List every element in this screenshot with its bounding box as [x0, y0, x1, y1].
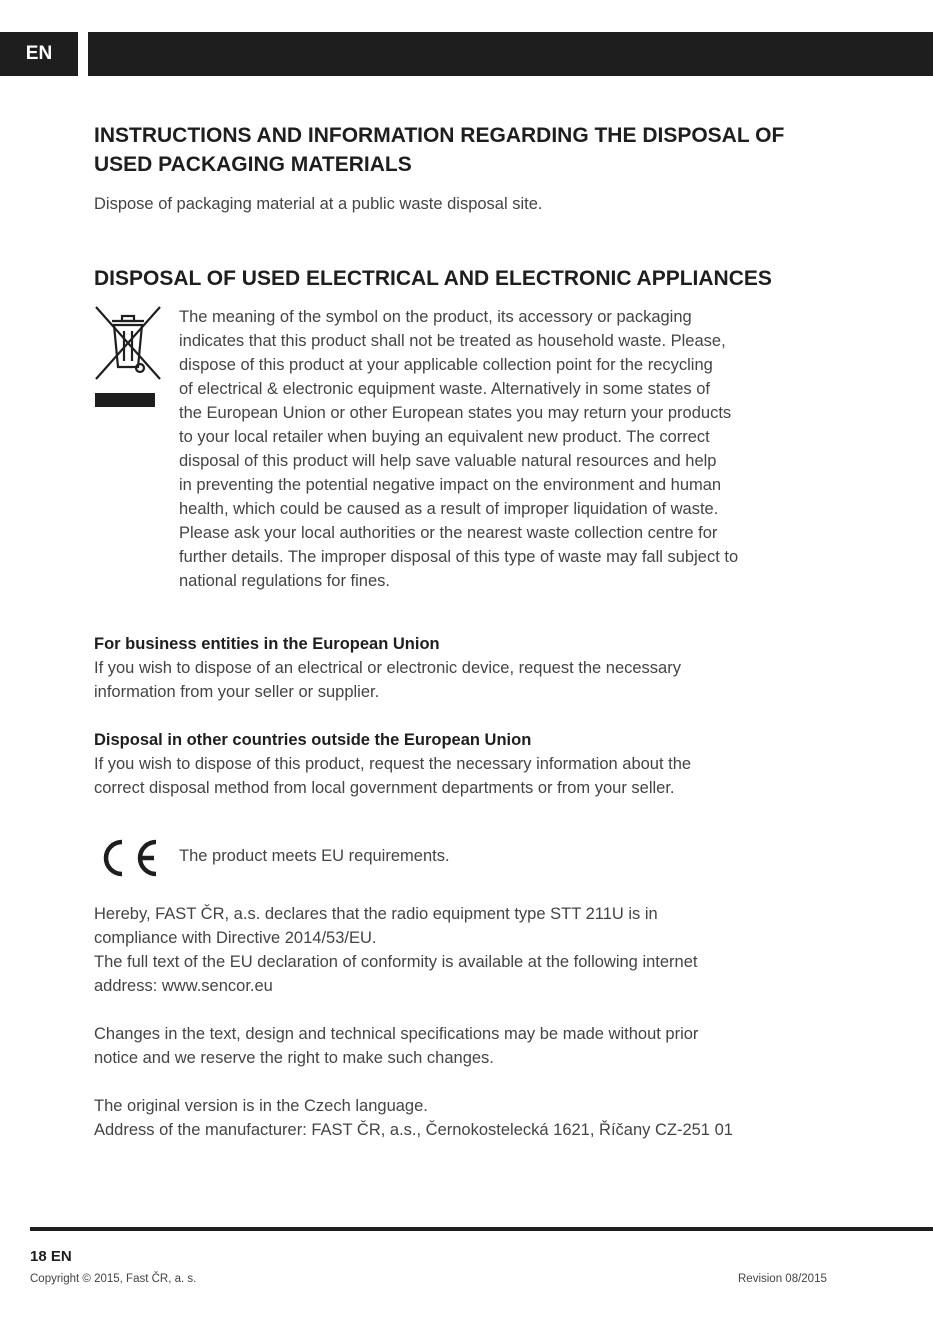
declaration-line2: compliance with Directive 2014/53/EU.	[94, 929, 377, 947]
business-eu-line2: information from your seller or supplier.	[94, 683, 380, 701]
changes-line1: Changes in the text, design and technical specifications may be made without prior	[94, 1025, 699, 1043]
declaration-line1: Hereby, FAST ČR, a.s. declares that the radio equipment type STT 211U is in	[94, 905, 658, 923]
business-eu-title: For business entities in the European Union	[94, 635, 440, 653]
crossed-out-wheelie-bin-icon	[94, 305, 162, 409]
weee-paragraph-line: Please ask your local authorities or the nearest waste collection centre for	[179, 524, 718, 542]
ce-text: The product meets EU requirements.	[179, 847, 450, 865]
header-bar	[88, 32, 933, 76]
business-eu-line1: If you wish to dispose of an electrical or electronic device, request the necessary	[94, 659, 681, 677]
weee-paragraph-line: to your local retailer when buying an equivalent new product. The correct	[179, 428, 710, 446]
weee-paragraph-line: health, which could be caused as a result of improper liquidation of waste.	[179, 500, 719, 518]
outside-eu-title: Disposal in other countries outside the European Union	[94, 731, 532, 749]
weee-paragraph-line: indicates that this product shall not be treated as household waste. Please,	[179, 332, 726, 350]
weee-paragraph-line: The meaning of the symbol on the product, its accessory or packaging	[179, 308, 692, 326]
weee-paragraph-line: further details. The improper disposal of this type of waste may fall subject to	[179, 548, 739, 566]
declaration-line3: The full text of the EU declaration of conformity is available at the following internet	[94, 953, 698, 971]
declaration-line4: address: www.sencor.eu	[94, 977, 273, 995]
ce-mark-icon	[97, 838, 159, 878]
outside-eu-line2: correct disposal method from local government departments or from your seller.	[94, 779, 675, 797]
revision-text: Revision 08/2015	[738, 1273, 827, 1285]
weee-paragraph-line: of electrical & electronic equipment waste. Alternatively in some states of	[179, 380, 711, 398]
page-number: 18 EN	[30, 1248, 72, 1265]
weee-title: DISPOSAL OF USED ELECTRICAL AND ELECTRONIC APPLIANCES	[94, 267, 772, 290]
packaging-body: Dispose of packaging material at a public waste disposal site.	[94, 195, 543, 213]
weee-paragraph-line: disposal of this product will help save valuable natural resources and help	[179, 452, 717, 470]
outside-eu-line1: If you wish to dispose of this product, request the necessary information about the	[94, 755, 692, 773]
original-line2: Address of the manufacturer: FAST ČR, a.s., Černokostelecká 1621, Říčany CZ-251 01	[94, 1121, 733, 1139]
language-tab	[0, 32, 78, 76]
footer-divider	[30, 1227, 933, 1231]
changes-line2: notice and we reserve the right to make such changes.	[94, 1049, 494, 1067]
language-label: EN	[25, 43, 53, 64]
weee-paragraph-line: in preventing the potential negative impact on the environment and human	[179, 476, 722, 494]
copyright-text: Copyright © 2015, Fast ČR, a. s.	[30, 1273, 197, 1285]
weee-paragraph-line: national regulations for fines.	[179, 572, 390, 590]
weee-paragraph-line: dispose of this product at your applicable collection point for the recycling	[179, 356, 713, 374]
packaging-title-line2: USED PACKAGING MATERIALS	[94, 153, 412, 176]
packaging-title-line1: INSTRUCTIONS AND INFORMATION REGARDING THE DISPOSAL OF	[94, 124, 785, 147]
original-line1: The original version is in the Czech language.	[94, 1097, 428, 1115]
weee-paragraph-line: the European Union or other European states you may return your products	[179, 404, 732, 422]
